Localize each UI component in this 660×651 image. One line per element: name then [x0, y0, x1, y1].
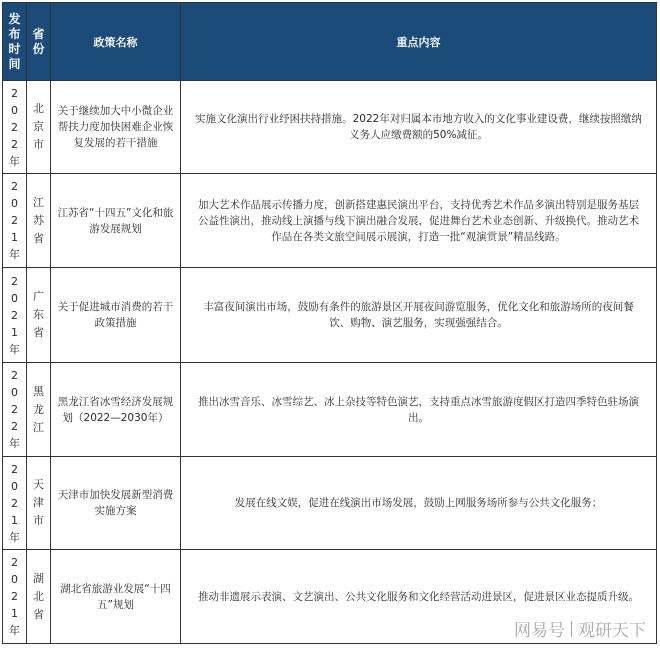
content-cell: 实施文化演出行业纾困扶持措施。2022年对归属本市地方收入的文化事业建设费，继续按照缴纳义务人应缴费额的50%减征。	[181, 81, 657, 174]
date-cell: 2021年	[3, 174, 27, 268]
policy-name-cell: 黑龙江省冰雪经济发展规划（2022—2030年）	[51, 363, 181, 457]
policy-name-cell: 江苏省“十四五”文化和旅游发展规划	[51, 174, 181, 268]
header-content: 重点内容	[181, 3, 657, 81]
content-cell: 发展在线文娱，促进在线演出市场发展，鼓励上网服务场所参与公共文化服务；	[181, 457, 657, 550]
table-row	[3, 457, 657, 550]
policy-table-container	[2, 2, 656, 644]
watermark-author: 观研天下	[578, 621, 646, 641]
policy-name-cell: 关于促进城市消费的若干政策措施	[51, 268, 181, 363]
date-cell: 2021年	[3, 550, 27, 644]
policy-name-cell: 关于继续加大中小微企业帮扶力度加快困难企业恢复发展的若干措施	[51, 81, 181, 174]
watermark-brand: 网易号	[514, 621, 565, 641]
policy-name-cell: 天津市加快发展新型消费实施方案	[51, 457, 181, 550]
content-cell: 推动非遗展示表演、文艺演出、公共文化服务和文化经营活动进景区，促进景区业态提质升级。	[181, 550, 657, 644]
date-cell: 2022年	[3, 363, 27, 457]
header-policy: 政策名称	[51, 3, 181, 81]
province-cell: 北京市	[27, 81, 51, 174]
content-cell: 加大艺术作品展示传播力度，创新搭建惠民演出平台，支持优秀艺术作品多演出特别是服务基层公益性演出，推动线上演播与线下演出融合发展，促进舞台艺术业态创新、升级换代。推动艺术作品在各类文旅空间展示展演，打造一批“观演赏景”精品线路。	[181, 174, 657, 268]
table-header-row	[3, 3, 657, 81]
content-cell: 丰富夜间演出市场，鼓励有条件的旅游景区开展夜间游览服务，优化文化和旅游场所的夜间餐饮、购物、演艺服务，实现强强结合。	[181, 268, 657, 363]
policy-table	[2, 2, 657, 644]
province-cell: 广东省	[27, 268, 51, 363]
date-cell: 2021年	[3, 457, 27, 550]
watermark-divider	[571, 621, 572, 637]
date-cell: 2021年	[3, 268, 27, 363]
province-cell: 黑龙江	[27, 363, 51, 457]
table-row	[3, 268, 657, 363]
date-cell: 2022年	[3, 81, 27, 174]
source-watermark	[514, 616, 646, 641]
province-cell: 湖北省	[27, 550, 51, 644]
header-province: 省份	[27, 3, 51, 81]
province-cell: 江苏省	[27, 174, 51, 268]
content-cell: 推出冰雪音乐、冰雪综艺、冰上杂技等特色演艺，支持重点冰雪旅游度假区打造四季特色驻场演出。	[181, 363, 657, 457]
policy-name-cell: 湖北省旅游业发展“十四五”规划	[51, 550, 181, 644]
province-cell: 天津市	[27, 457, 51, 550]
header-date: 发布时间	[3, 3, 27, 81]
table-row	[3, 174, 657, 268]
table-row	[3, 363, 657, 457]
table-row	[3, 81, 657, 174]
